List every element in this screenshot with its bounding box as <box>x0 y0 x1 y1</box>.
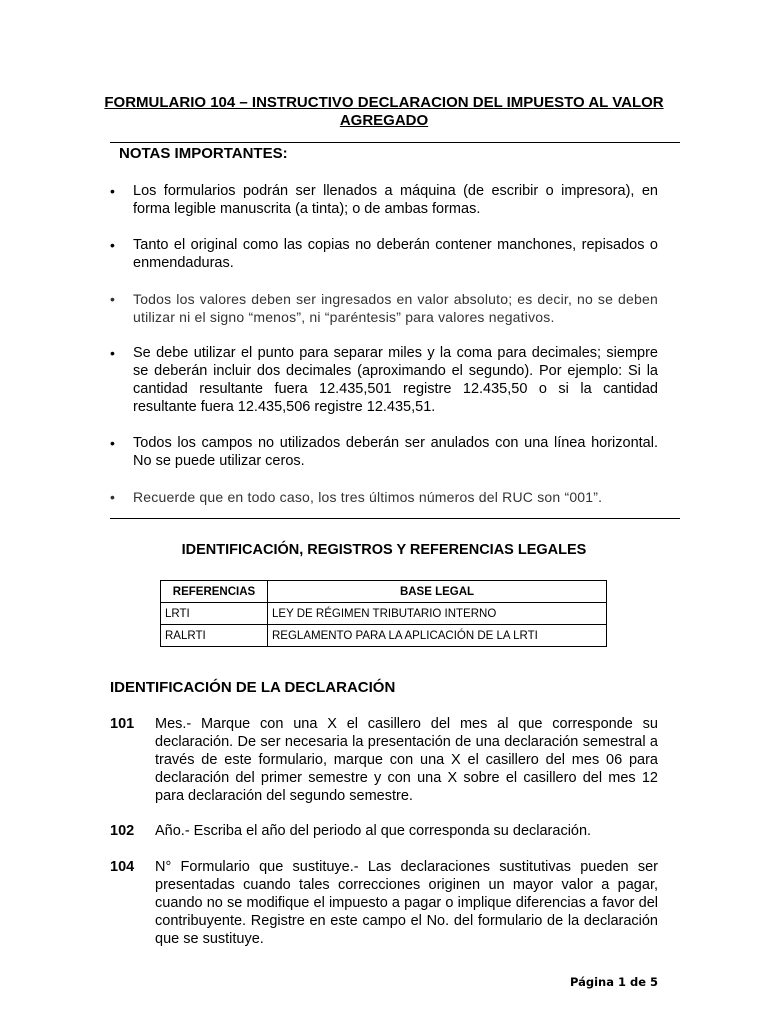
legal-section-heading: IDENTIFICACIÓN, REGISTROS Y REFERENCIAS LEGALES <box>181 542 587 558</box>
field-code: 104 <box>110 859 135 875</box>
note-item: • Se debe utilizar el punto para separar miles y la coma para decimales; siempre se deberán incluir dos decimales (aproximando el segundo). Por ejemplo: Si la cantidad resultante fuera 12.435,501 registre 12.435,50 o si la cantidad resultante fuera 12.435,506 registre 12.435,51. <box>110 344 658 416</box>
note-item: • Todos los campos no utilizados deberán ser anulados con una línea horizontal. No se puede utilizar ceros. <box>110 434 658 470</box>
page-number: Página 1 de 5 <box>569 975 658 989</box>
notes-heading: NOTAS IMPORTANTES: <box>119 145 288 162</box>
note-item: • Recuerde que en todo caso, los tres últimos números del RUC son “001”. <box>110 488 658 506</box>
table-header-cell: BASE LEGAL <box>268 581 607 603</box>
field-code: 101 <box>110 716 135 732</box>
note-item: • Todos los valores deben ser ingresados en valor absoluto; es decir, no se deben utilizar ni el signo “menos”, ni “paréntesis” para valores negativos. <box>110 290 658 326</box>
note-item: • Los formularios podrán ser llenados a máquina (de escribir o impresora), en forma legible manuscrita (a tinta); o de ambas formas. <box>110 182 658 218</box>
table-cell: REGLAMENTO PARA LA APLICACIÓN DE LA LRTI <box>268 625 607 647</box>
divider-bottom <box>110 518 680 519</box>
table-cell: LEY DE RÉGIMEN TRIBUTARIO INTERNO <box>268 603 607 625</box>
table-cell: LRTI <box>161 603 268 625</box>
field-text: Mes.- Marque con una X el casillero del mes al que corresponde su declaración. De ser necesaria la presentación de una declaración semestral a través de este formulario, marque con una X el casillero del mes 06 para declaración del primer semestre y con una X sobre el casillero del mes 12 para declaración del segundo semestre. <box>155 716 658 804</box>
note-item: • Tanto el original como las copias no deberán contener manchones, repisados o enmendaduras. <box>110 236 658 272</box>
field-description-101 <box>110 715 658 805</box>
document-title: FORMULARIO 104 – INSTRUCTIVO DECLARACION DEL IMPUESTO AL VALOR AGREGADO <box>104 94 664 129</box>
table-row <box>161 603 607 625</box>
field-text: N° Formulario que sustituye.- Las declaraciones sustitutivas pueden ser presentadas cuando tales correcciones originen un mayor valor a pagar, cuando no se modifique el impuesto a pagar o implique diferencias a favor del contribuyente. Registre en este campo el No. del formulario de la declaración que se sustituye. <box>155 859 658 947</box>
divider-top <box>110 142 680 143</box>
legal-references-table <box>160 580 607 647</box>
table-header-row <box>161 581 607 603</box>
field-text: Año.- Escriba el año del periodo al que corresponda su declaración. <box>155 823 592 839</box>
field-description-102 <box>110 822 658 840</box>
declaration-section-heading: IDENTIFICACIÓN DE LA DECLARACIÓN <box>110 679 396 696</box>
notes-list <box>110 182 658 524</box>
table-cell: RALRTI <box>161 625 268 647</box>
field-code: 102 <box>110 823 135 839</box>
table-header-cell: REFERENCIAS <box>161 581 268 603</box>
table-row <box>161 625 607 647</box>
field-description-104 <box>110 858 658 948</box>
